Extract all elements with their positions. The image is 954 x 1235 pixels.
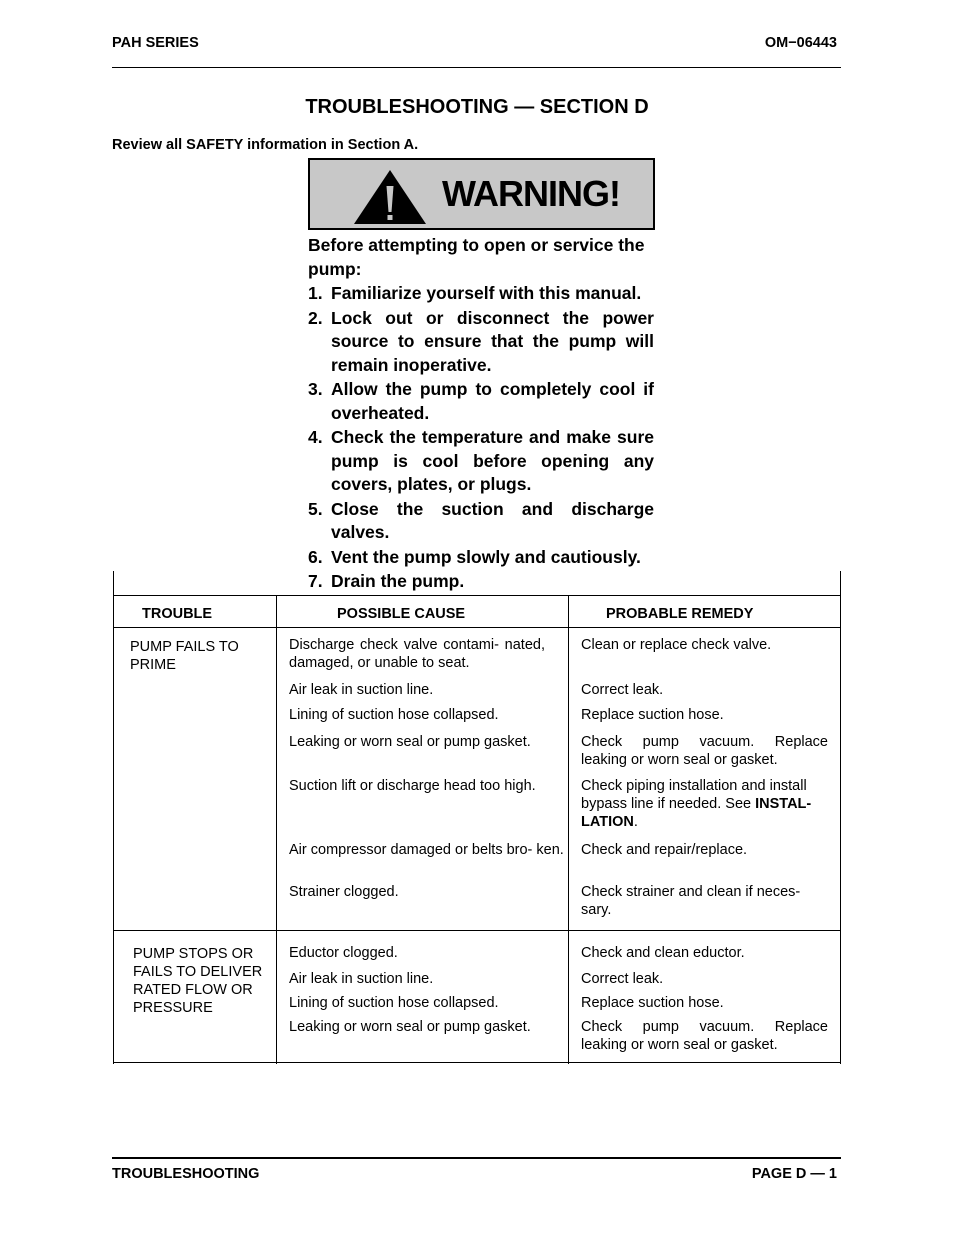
cause-cell: Suction lift or discharge head too high.: [289, 778, 536, 794]
header-rule: [112, 67, 841, 68]
remedy-text: Check piping installation and install bypass line if needed. See: [581, 778, 807, 812]
warning-item: [308, 307, 654, 378]
warning-item-text: Familiarize yourself with this manual.: [331, 283, 642, 303]
installation-section-reference: INSTAL- LATION: [581, 796, 812, 830]
footer-page-number: PAGE D — 1: [751, 1166, 837, 1182]
warning-item: [308, 378, 654, 425]
warning-item-number: 6.: [308, 546, 323, 567]
remedy-cell: Correct leak.: [581, 682, 664, 698]
warning-item-number: 1.: [308, 283, 323, 303]
warning-label: WARNING!: [442, 173, 620, 214]
remedy-cell: Replace suction hose.: [581, 995, 724, 1011]
table-header-top-rule: [113, 595, 841, 596]
remedy-cell: Check pump vacuum. Replace leaking or worn seal or gasket.: [581, 1019, 828, 1053]
cause-cell: Air leak in suction line.: [289, 682, 434, 698]
warning-item-number: 7.: [308, 571, 323, 591]
column-header-remedy: PROBABLE REMEDY: [606, 606, 754, 622]
remedy-cell: Correct leak.: [581, 971, 664, 987]
column-header-cause: POSSIBLE CAUSE: [337, 606, 466, 622]
remedy-cell: Check and clean eductor.: [581, 945, 745, 961]
remedy-cell: Check strainer and clean if neces- sary.: [581, 884, 801, 918]
table-right-border: [840, 571, 841, 1064]
warning-item-text: Allow the pump to completely cool if overheated.: [331, 379, 654, 423]
warning-instructions: [308, 234, 654, 594]
warning-item-text: Check the temperature and make sure pump is cool before opening any covers, plates, or plugs.: [331, 427, 654, 494]
remedy-text-end: .: [633, 814, 638, 830]
cause-cell: Discharge check valve contami- nated, damaged, or unable to seat.: [289, 637, 545, 671]
warning-item-number: 3.: [308, 379, 323, 399]
footer-rule: [112, 1157, 841, 1159]
warning-item: [308, 498, 654, 545]
remedy-cell: Check and repair/replace.: [581, 842, 748, 858]
warning-item-text: Vent the pump slowly and cautiously.: [331, 546, 641, 567]
header-series: PAH SERIES: [112, 35, 199, 51]
warning-item-text: Lock out or disconnect the power source to ensure that the pump will remain inoperative.: [331, 307, 654, 375]
remedy-cell: Replace suction hose.: [581, 707, 724, 723]
table-bottom-rule: [113, 1062, 841, 1063]
table-left-border: [113, 571, 114, 1064]
remedy-cell: Check pump vacuum. Replace leaking or worn seal or gasket.: [581, 734, 828, 768]
warning-item-number: 2.: [308, 307, 323, 328]
cause-cell: Air leak in suction line.: [289, 971, 434, 987]
review-note: Review all SAFETY information in Section A.: [112, 137, 419, 153]
footer-section: TROUBLESHOOTING: [112, 1166, 260, 1182]
warning-item-number: 5.: [308, 498, 323, 519]
cause-cell: Eductor clogged.: [289, 945, 398, 961]
warning-item: [308, 282, 654, 306]
header-doc-number: OM−06443: [764, 35, 837, 51]
warning-item: [308, 546, 654, 570]
warning-item: [308, 570, 654, 594]
remedy-cell: Clean or replace check valve.: [581, 637, 772, 653]
warning-item-text: Drain the pump.: [331, 571, 465, 591]
page-title: TROUBLESHOOTING — SECTION D: [305, 96, 649, 118]
warning-item-number: 4.: [308, 427, 323, 447]
cause-cell: Lining of suction hose collapsed.: [289, 707, 499, 723]
table-divider-trouble: [276, 596, 277, 1064]
table-divider-cause: [568, 596, 569, 1064]
trouble-cell: PUMP FAILS TO PRIME: [130, 639, 239, 673]
warning-triangle-icon: [352, 168, 428, 226]
warning-intro: Before attempting to open or service the pump:: [308, 235, 645, 279]
table-header-bottom-rule: [113, 627, 841, 628]
table-group-divider: [113, 930, 841, 931]
warning-item: [308, 426, 654, 497]
cause-cell: Air compressor damaged or belts bro- ken.: [289, 842, 564, 858]
warning-banner: [308, 158, 655, 230]
cause-cell: Leaking or worn seal or pump gasket.: [289, 734, 531, 750]
remedy-cell: [581, 777, 831, 831]
column-header-trouble: TROUBLE: [142, 606, 213, 622]
cause-cell: Strainer clogged.: [289, 884, 399, 900]
cause-cell: Lining of suction hose collapsed.: [289, 995, 499, 1011]
warning-item-text: Close the suction and discharge valves.: [331, 498, 654, 542]
cause-cell: Leaking or worn seal or pump gasket.: [289, 1019, 531, 1035]
trouble-cell: PUMP STOPS OR FAILS TO DELIVER RATED FLOW OR PRESSURE: [133, 946, 263, 1016]
